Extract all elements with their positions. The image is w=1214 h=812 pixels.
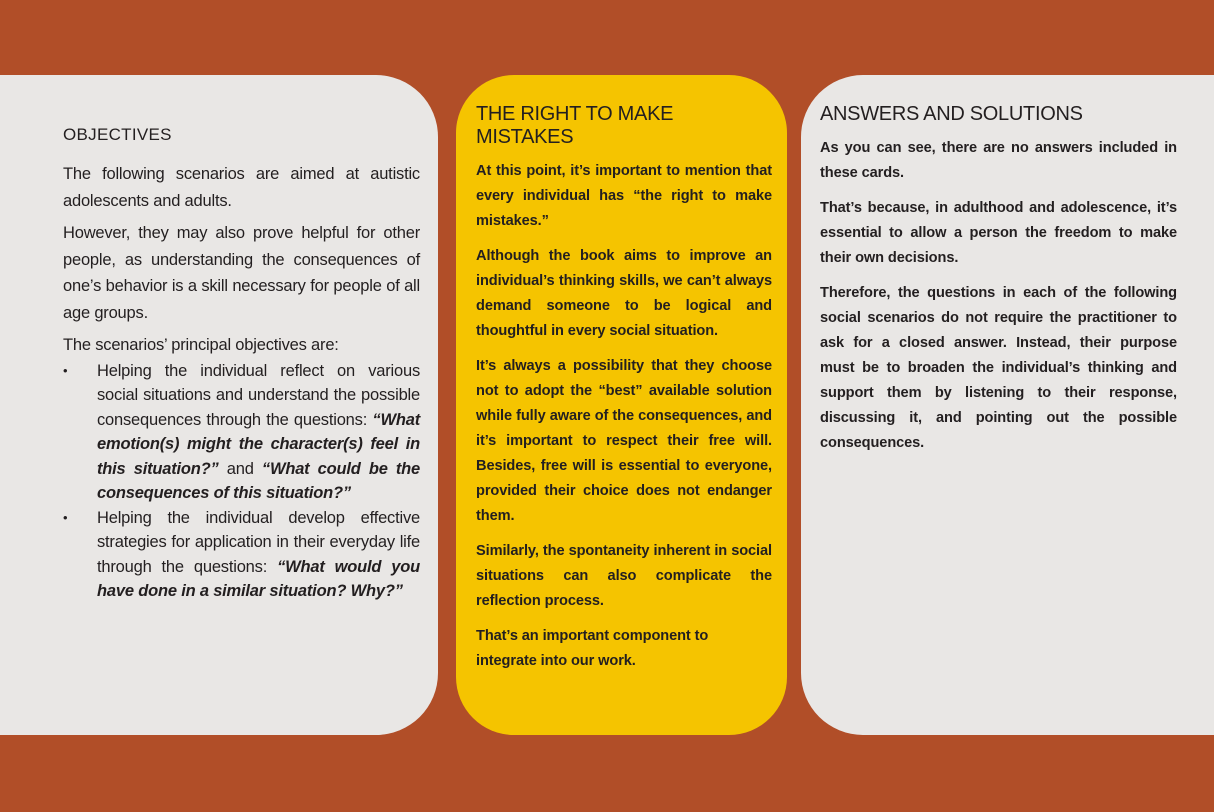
answers-title: ANSWERS AND SOLUTIONS xyxy=(820,103,1083,125)
paragraph: That’s because, in adulthood and adolescence, it’s essential to allow a person the freedom to make their own decisions. xyxy=(820,200,1177,266)
bullet-text: Helping the individual develop effective strategies for application in their everyday life through the questions: xyxy=(97,508,420,576)
paragraph: However, they may also prove helpful for other people, as understanding the consequences of one’s behavior is a skill necessary for people of all age groups. xyxy=(63,224,420,322)
paragraph: Similarly, the spontaneity inherent in social situations can also complicate the reflection process. xyxy=(476,543,772,609)
paragraph: That’s an important component to integrate into our work. xyxy=(476,628,709,669)
bullet-text: Helping the individual reflect on various social situations and understand the possible consequences through the questions: xyxy=(97,361,420,429)
objectives-title: OBJECTIVES xyxy=(63,125,172,144)
list-item xyxy=(63,359,420,506)
paragraph: At this point, it’s important to mention that every individual has “the right to make mistakes.” xyxy=(476,163,772,229)
paragraph: The scenarios’ principal objectives are: xyxy=(63,336,339,354)
bullet-text: and xyxy=(218,459,262,478)
paragraph: Although the book aims to improve an individual’s thinking skills, we can’t always demand someone to be logical and thoughtful in every social situation. xyxy=(476,248,772,339)
answers-panel xyxy=(801,75,1214,735)
paragraph: As you can see, there are no answers included in these cards. xyxy=(820,140,1177,181)
mistakes-title: THE RIGHT TO MAKE MISTAKES xyxy=(476,103,674,148)
question: “What would you have done in a similar situation? Why?” xyxy=(97,557,420,600)
mistakes-panel xyxy=(456,75,787,735)
list-item xyxy=(63,506,420,604)
paragraph: Therefore, the questions in each of the following social scenarios do not require the practitioner to ask for a closed answer. Instead, their purpose must be to broaden the individual’s thinking and support them by listening to their response, discussing it, and pointing out the possible consequences. xyxy=(820,285,1177,451)
paragraph: It’s always a possibility that they choose not to adopt the “best” available solution while fully aware of the consequences, and it’s important to respect their free will. Besides, free will is essential to everyone, provided their choice does not endanger them. xyxy=(476,358,772,524)
paragraph: The following scenarios are aimed at autistic adolescents and adults. xyxy=(63,165,420,210)
objectives-list xyxy=(63,359,420,604)
question: “What could be the consequences of this situation?” xyxy=(97,459,421,502)
objectives-panel xyxy=(0,75,438,735)
question: “What emotion(s) might the character(s) feel in this situation?” xyxy=(97,410,420,478)
